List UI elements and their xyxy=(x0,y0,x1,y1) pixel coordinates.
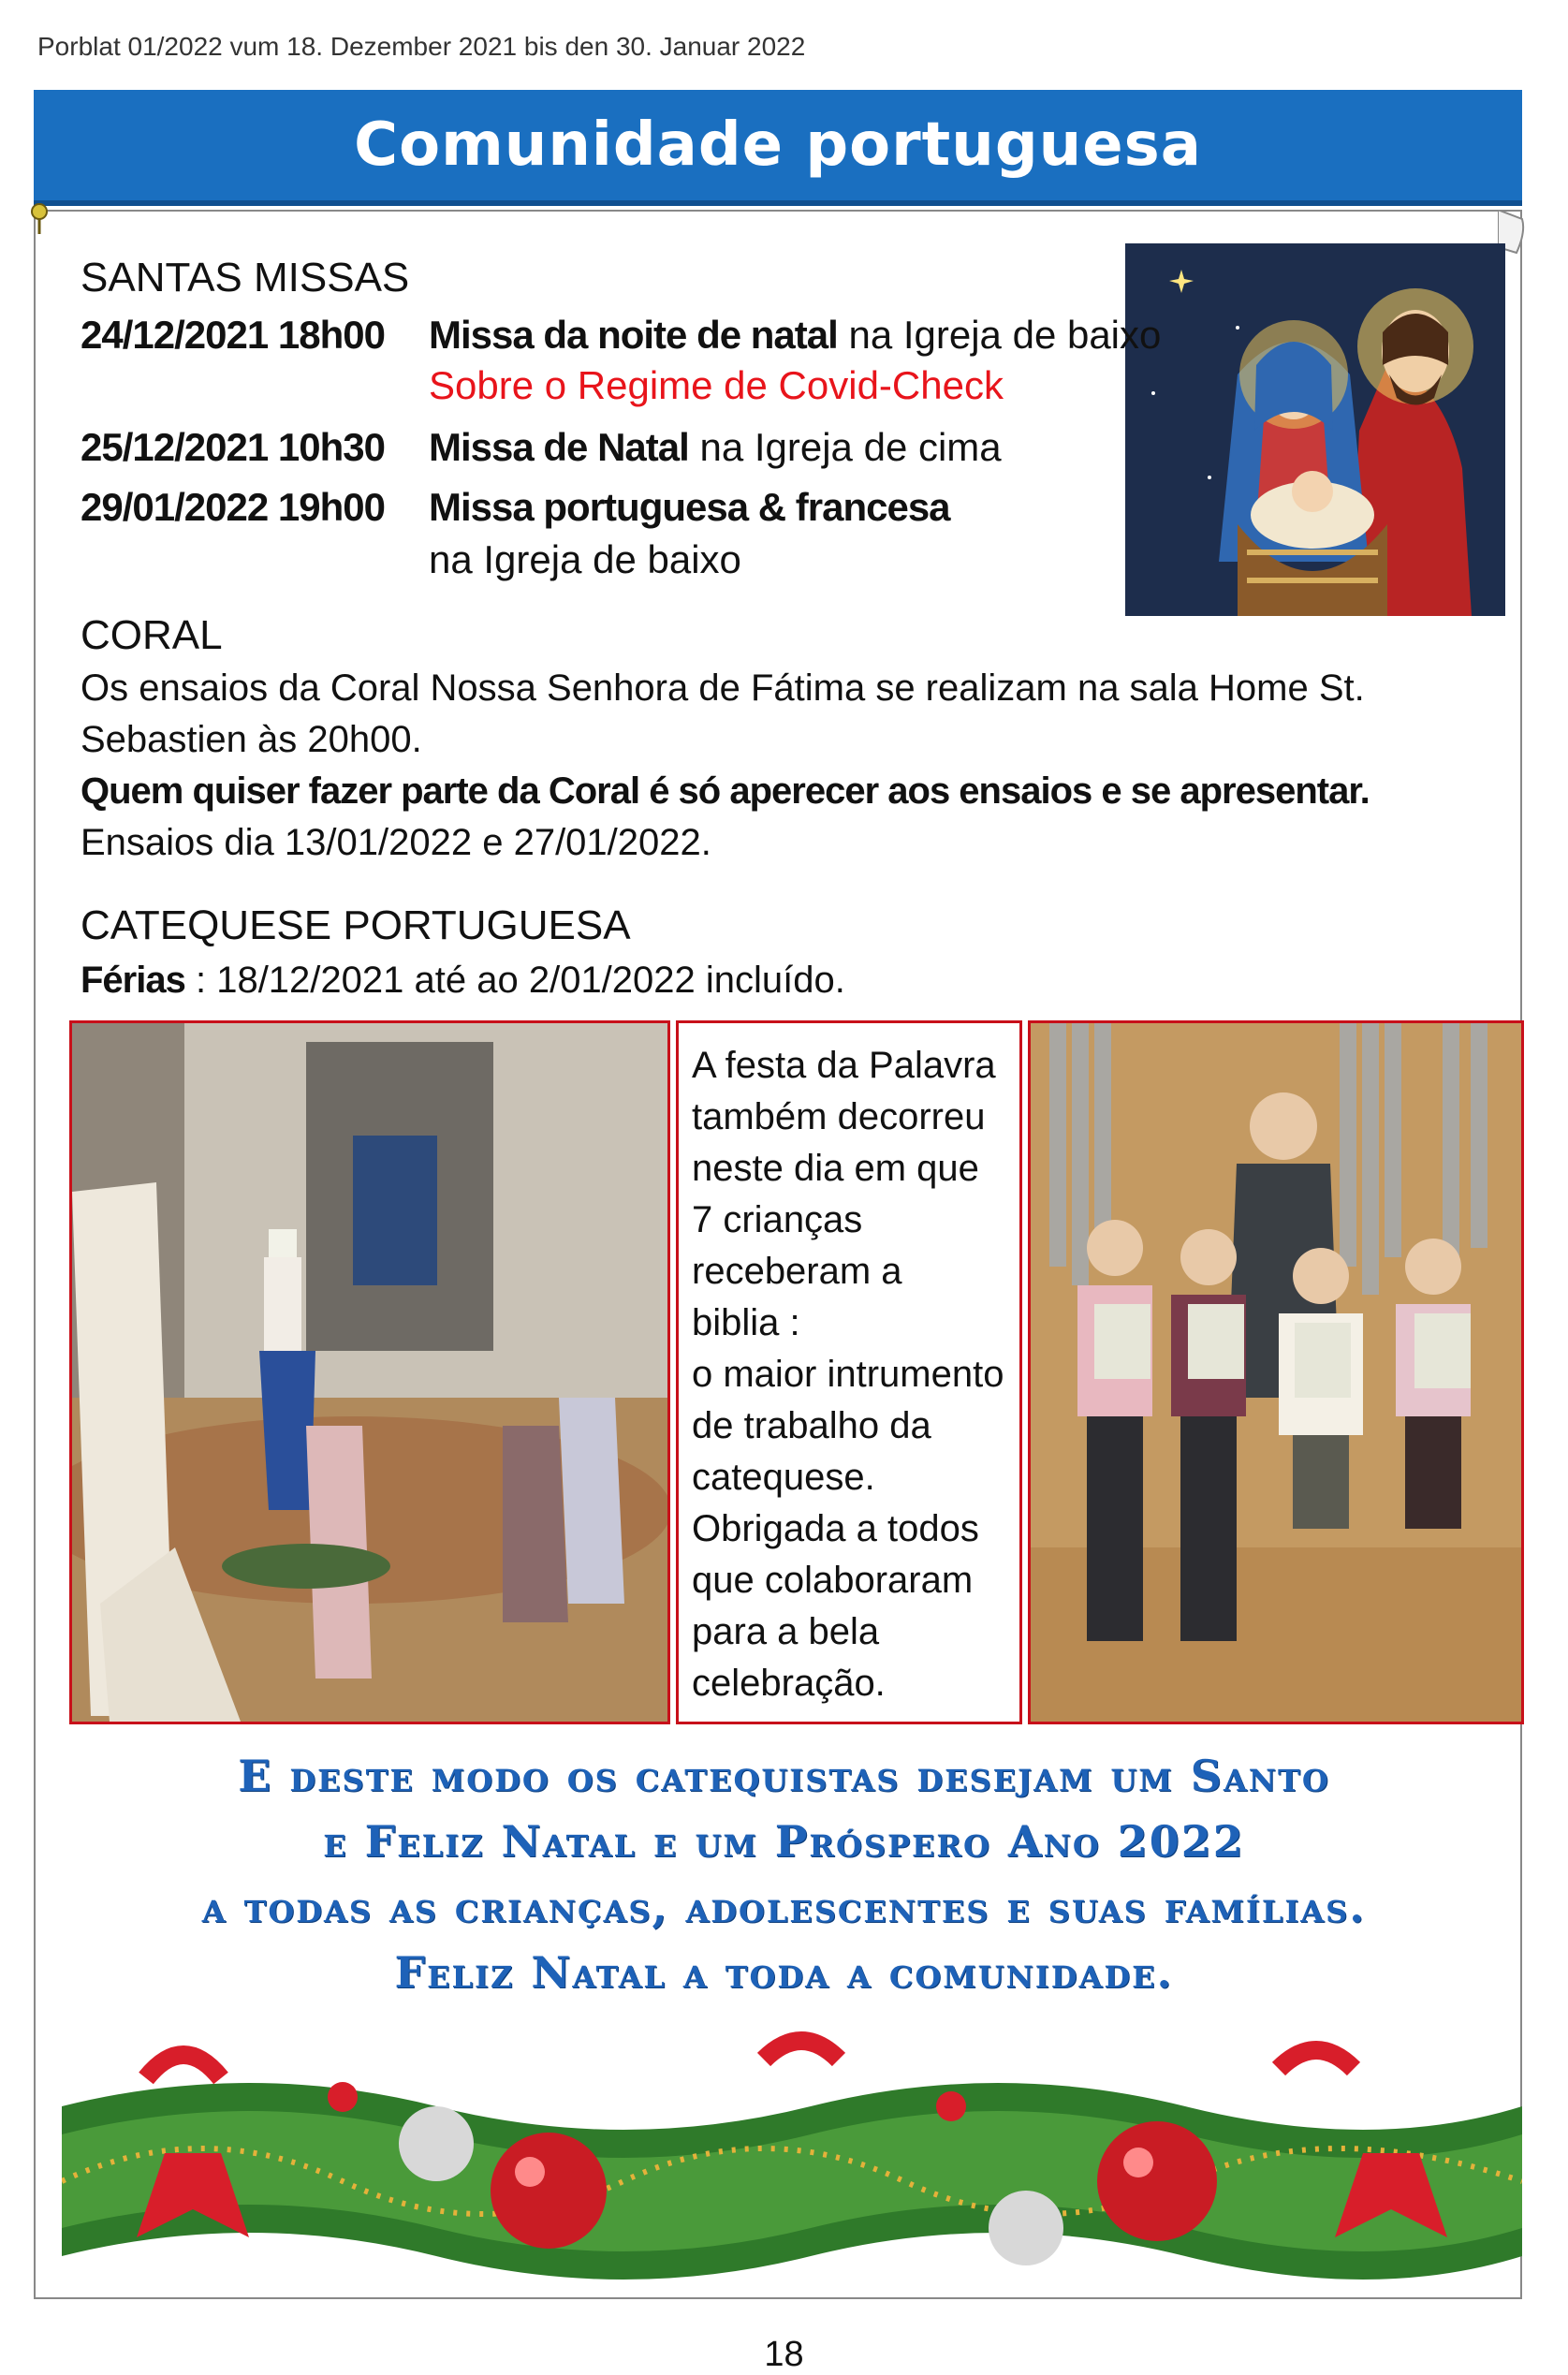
mass-location: na Igreja de cima xyxy=(688,425,1002,469)
text-line: que colaboraram xyxy=(692,1560,974,1601)
coral-invitation xyxy=(81,766,1370,817)
covid-check-note: Sobre o Regime de Covid-Check xyxy=(429,363,1004,407)
mass-date: 25/12/2021 10h30 xyxy=(81,425,385,469)
coral-heading: CORAL xyxy=(81,612,223,658)
coral-line: Sebastien às 20h00. xyxy=(81,719,422,760)
mass-description xyxy=(429,425,1002,470)
text-line: de trabalho da xyxy=(692,1405,931,1446)
mass-title: Missa da noite de natal xyxy=(429,313,838,357)
title-bar xyxy=(34,90,1522,206)
mass-location: na Igreja de baixo xyxy=(837,313,1162,357)
ferias-line xyxy=(81,955,845,1006)
text-line: Obrigada a todos xyxy=(692,1508,979,1549)
text-line: neste dia em que xyxy=(692,1148,979,1189)
mass-description xyxy=(429,485,950,530)
greeting-line: a todas as crianças, adolescentes e suas famílias. xyxy=(201,1882,1367,1932)
greeting-line: e Feliz Natal e um Próspero Ano 2022 xyxy=(323,1816,1245,1867)
text-line: para a bela xyxy=(692,1611,880,1652)
text-line: A festa da Palavra xyxy=(692,1045,996,1086)
masses-heading: SANTAS MISSAS xyxy=(81,255,410,301)
ferias-dates: : 18/12/2021 até ao 2/01/2022 incluído. xyxy=(184,960,845,1001)
text-line: receberam a xyxy=(692,1251,902,1292)
mass-title: Missa de Natal xyxy=(429,425,689,469)
text-line: o maior intrumento xyxy=(692,1354,1004,1395)
coral-bold-line: Quem quiser fazer parte da Coral é só aperecer aos ensaios e se apresentar. xyxy=(81,770,1370,812)
coral-text xyxy=(81,663,1370,869)
text-line: também decorreu xyxy=(692,1096,986,1137)
mass-title: Missa portuguesa & francesa xyxy=(429,485,950,529)
page-title: Comunidade portuguesa xyxy=(354,110,1202,180)
nativity-illustration xyxy=(1125,243,1505,616)
page-number: 18 xyxy=(764,2335,804,2374)
greeting-line: Feliz Natal a toda a comunidade. xyxy=(394,1947,1174,1998)
text-line: catequese. xyxy=(692,1457,875,1498)
mass-description xyxy=(429,313,1161,358)
coral-line: Ensaios dia 13/01/2022 e 27/01/2022. xyxy=(81,822,711,863)
text-line: biblia : xyxy=(692,1302,800,1343)
pin-icon xyxy=(28,202,51,236)
mass-date: 24/12/2021 18h00 xyxy=(81,313,385,357)
mass-location: na Igreja de baixo xyxy=(429,537,741,581)
mass-date: 29/01/2022 19h00 xyxy=(81,485,385,529)
catequese-heading: CATEQUESE PORTUGUESA xyxy=(81,902,631,948)
text-line: 7 crianças xyxy=(692,1199,863,1240)
text-line: celebração. xyxy=(692,1663,886,1704)
christmas-garland-illustration xyxy=(62,2022,1522,2303)
church-ceremony-photo xyxy=(69,1020,670,1724)
children-bibles-photo xyxy=(1028,1020,1524,1724)
festa-palavra-text xyxy=(676,1020,1022,1724)
running-header: Porblat 01/2022 vum 18. Dezember 2021 bis den 30. Januar 2022 xyxy=(37,32,806,61)
greeting-line: E deste modo os catequistas desejam um Santo xyxy=(238,1751,1330,1801)
coral-line: Os ensaios da Coral Nossa Senhora de Fátima se realizam na sala Home St. xyxy=(81,667,1365,709)
ferias-label: Férias xyxy=(81,960,185,1001)
